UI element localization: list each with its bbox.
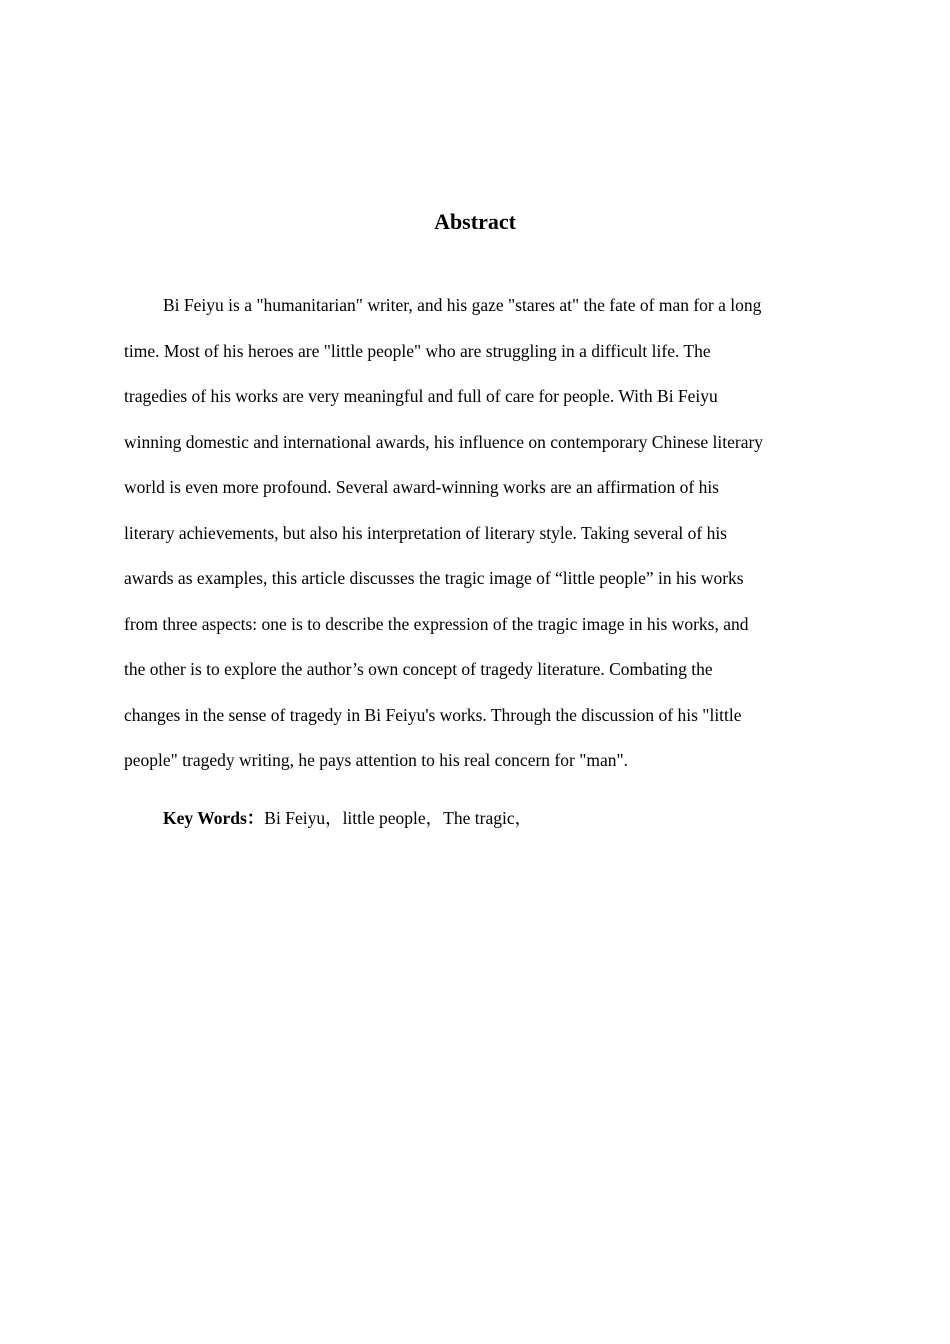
- abstract-line: from three aspects: one is to describe the expression of the tragic image in his works, and: [124, 613, 749, 634]
- abstract-line: time. Most of his heroes are "little people" who are struggling in a difficult life. The: [124, 340, 711, 361]
- abstract-line: the other is to explore the author’s own concept of tragedy literature. Combating the: [124, 659, 713, 679]
- keywords-line: [163, 802, 532, 834]
- keywords-label: Key Words：: [163, 808, 265, 828]
- abstract-line: tragedies of his works are very meaningful and full of care for people. With Bi Feiyu: [124, 386, 718, 406]
- abstract-paragraph: [124, 283, 826, 784]
- abstract-line: people" tragedy writing, he pays attention to his real concern for "man".: [124, 750, 628, 770]
- abstract-line: literary achievements, but also his interpretation of literary style. Taking several of his: [124, 522, 727, 543]
- abstract-line: world is even more profound. Several award-winning works are an affirmation of his: [124, 477, 719, 497]
- abstract-line: changes in the sense of tragedy in Bi Feiyu's works. Through the discussion of his "little: [124, 704, 742, 725]
- keywords-value: Bi Feiyu，little people，The tragic，: [264, 808, 533, 828]
- page-title: Abstract: [434, 209, 516, 234]
- abstract-line: winning domestic and international awards, his influence on contemporary Chinese literary: [124, 431, 764, 452]
- abstract-line: Bi Feiyu is a "humanitarian" writer, and his gaze "stares at" the fate of man for a long: [163, 295, 762, 315]
- abstract-line: awards as examples, this article discusses the tragic image of “little people” in his works: [124, 568, 744, 588]
